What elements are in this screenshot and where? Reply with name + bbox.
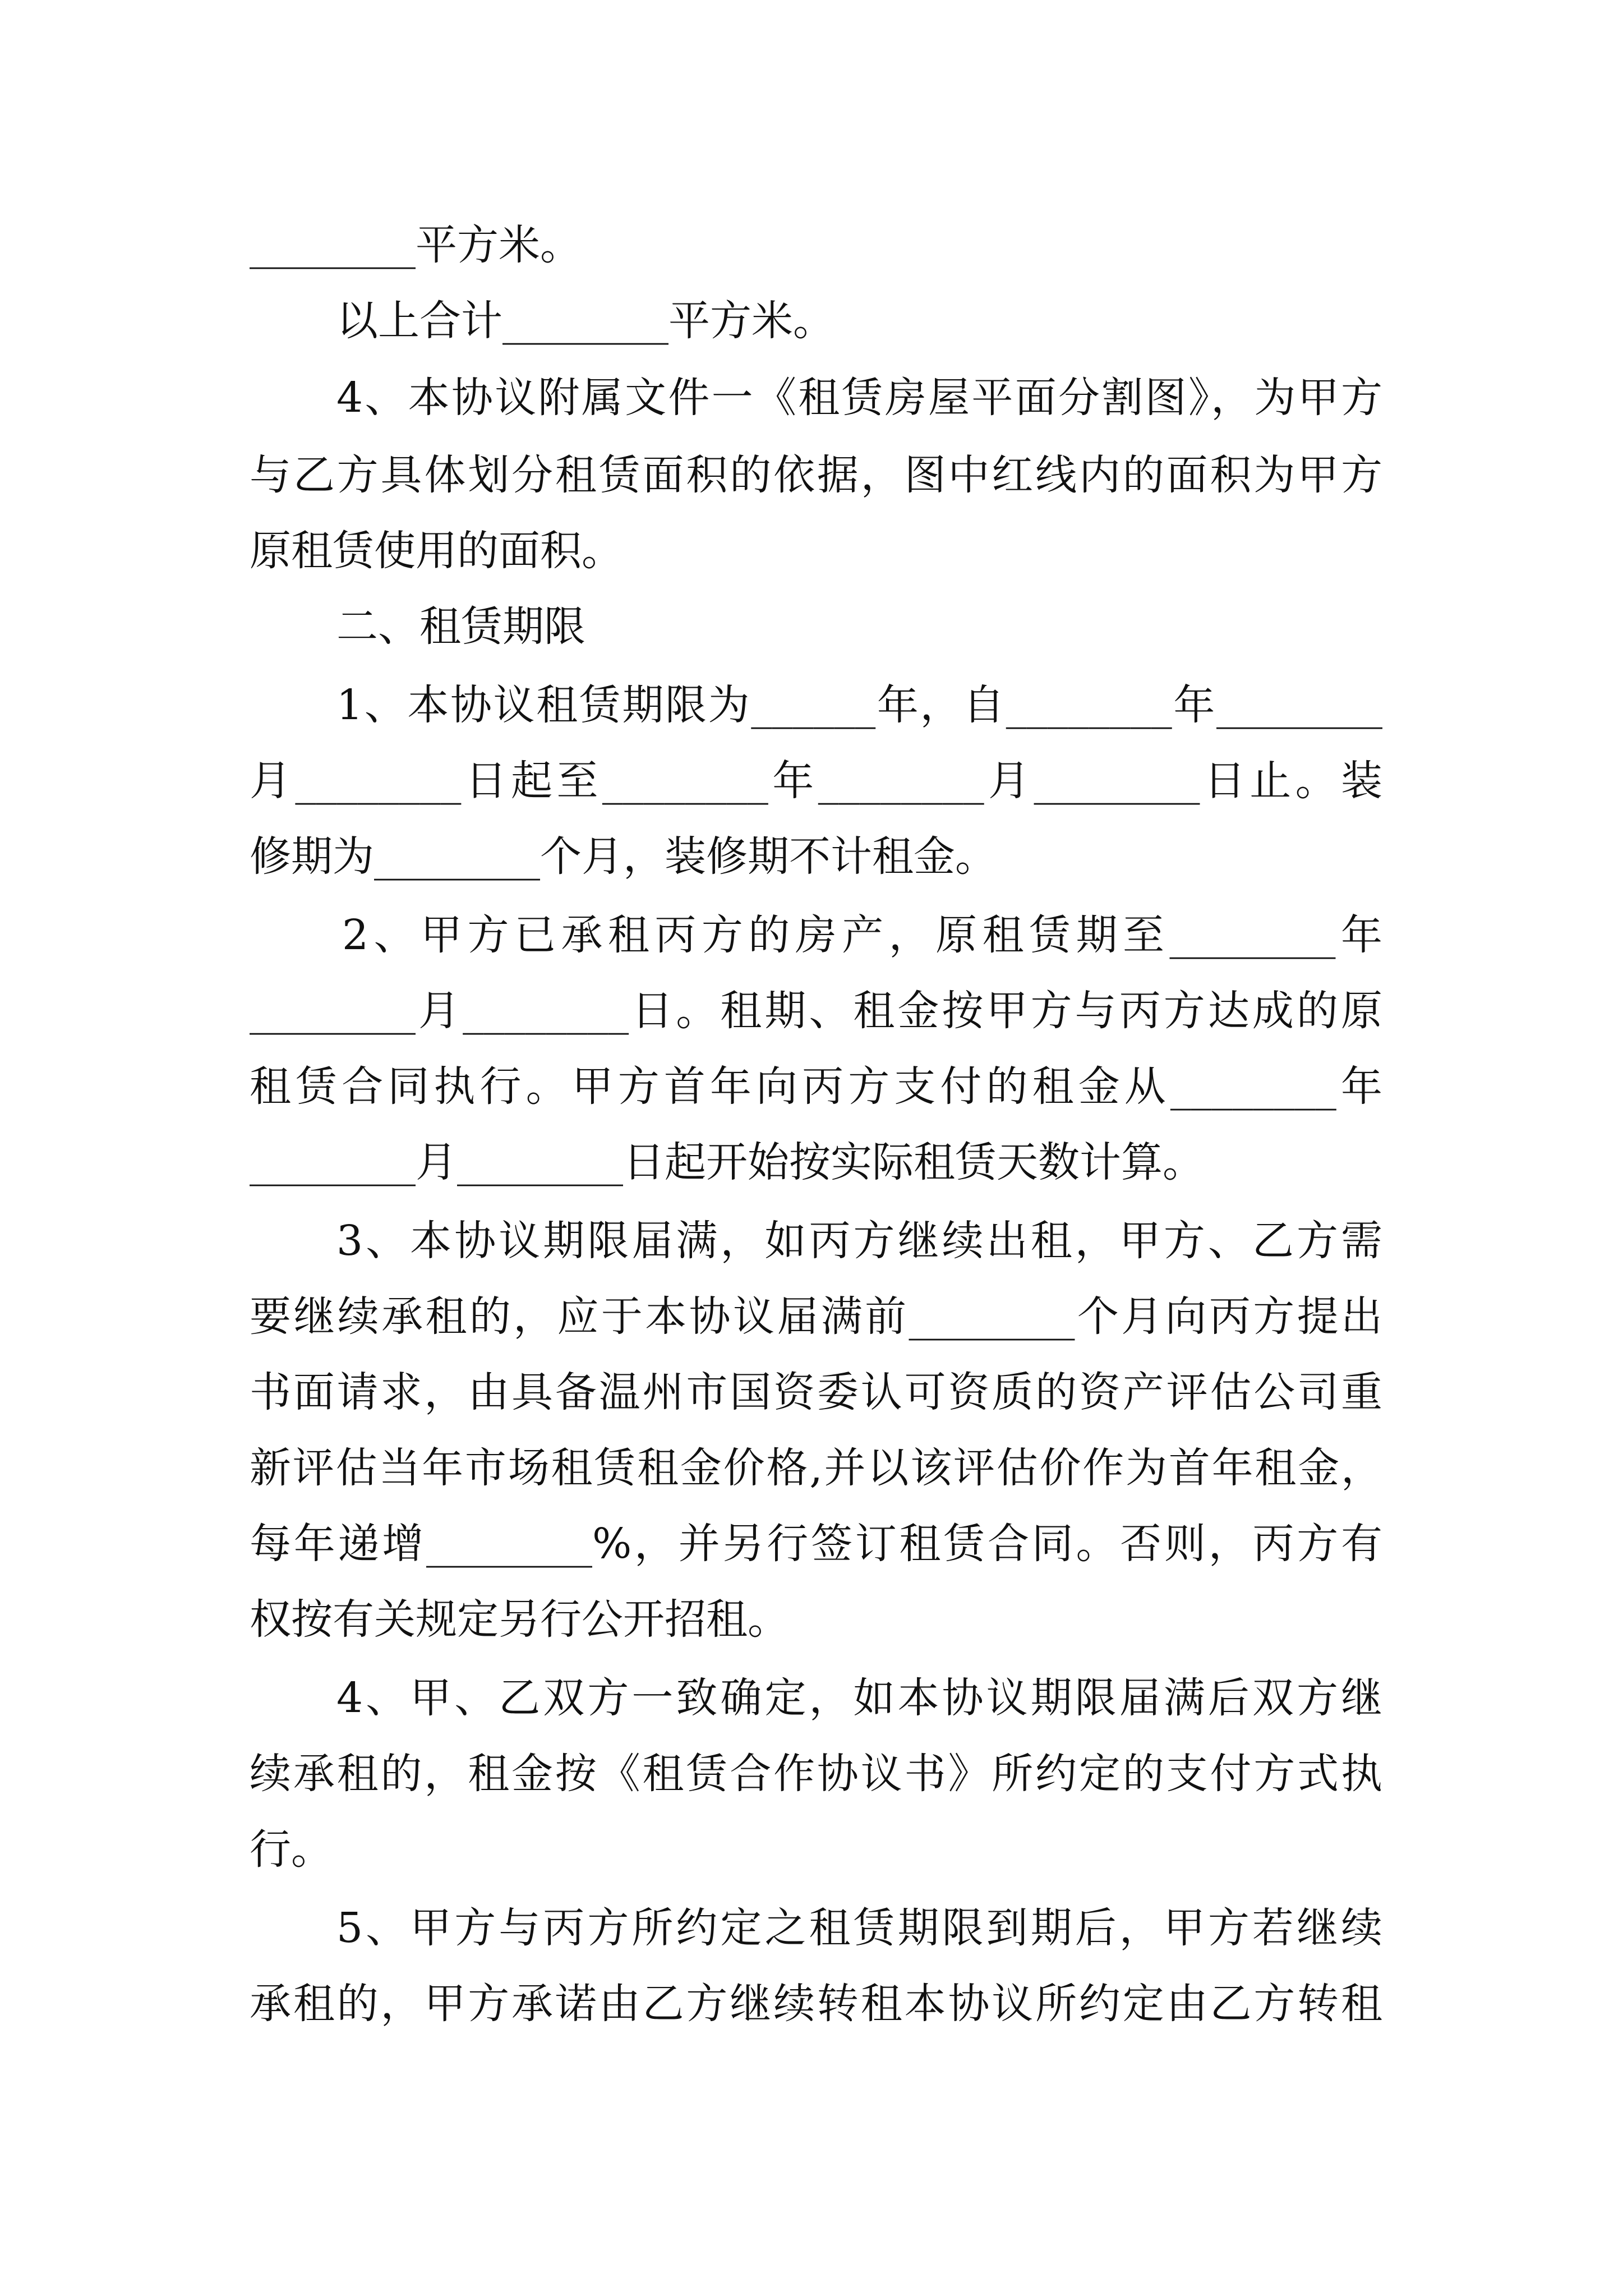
text-line: 以上合计________平方米。 [336,297,834,345]
text-line: 2、甲方已承租丙方的房产，原租赁期至________年 [342,911,1382,959]
text-line: 4、甲、乙双方一致确定，如本协议期限届满后双方继 [336,1674,1382,1722]
text-line: 续承租的，租金按《租赁合作协议书》所约定的支付方式执 [250,1750,1382,1798]
text-line: ________月________日起开始按实际租赁天数计算。 [250,1138,1204,1186]
text-line: 租赁合同执行。甲方首年向丙方支付的租金从________年 [250,1062,1382,1111]
text-line: 承租的，甲方承诺由乙方继续转租本协议所约定由乙方转租 [250,1980,1382,2028]
text-line: 5、甲方与丙方所约定之租赁期限到期后，甲方若继续 [336,1904,1382,1952]
text-line: 行。 [250,1825,333,1874]
text-line: ________平方米。 [250,221,582,269]
text-line: 书面请求，由具备温州市国资委认可资质的资产评估公司重 [250,1368,1382,1416]
text-line: 要继续承租的，应于本协议届满前________个月向丙方提出 [250,1292,1382,1341]
text-line: 月________日起至________年________月________日止。装 [250,757,1382,805]
text-line: 新评估当年市场租赁租金价格,并以该评估价作为首年租金， [250,1444,1382,1492]
text-line: 每年递增________%，并另行签订租赁合同。否则，丙方有 [250,1520,1382,1568]
text-line: 与乙方具体划分租赁面积的依据，图中红线内的面积为甲方 [250,451,1382,499]
text-line: 修期为________个月，装修期不计租金。 [250,832,997,881]
text-line: ________月________日。租期、租金按甲方与丙方达成的原 [250,987,1382,1035]
text-line: 权按有关规定另行公开招租。 [250,1595,789,1644]
text-line: 3、本协议期限届满，如丙方继续出租，甲方、乙方需 [336,1217,1382,1265]
text-line: 4、本协议附属文件一《租赁房屋平面分割图》，为甲方 [336,374,1382,422]
section-heading: 二、租赁期限 [336,602,585,651]
text-line: 原租赁使用的面积。 [250,527,623,575]
text-line: 1、本协议租赁期限为______年，自________年________ [336,681,1382,729]
